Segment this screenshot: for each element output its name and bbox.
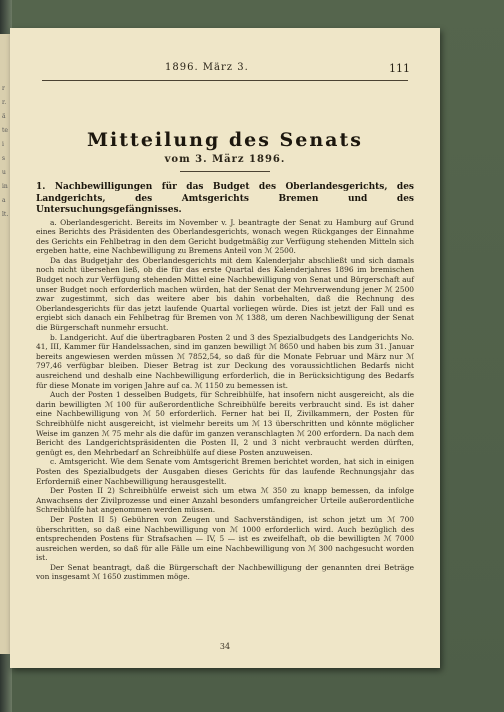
paragraph: a. Oberlandesgericht. Bereits im November v. J. beantragte der Senat zu Hamburg auf Grund eines Berichts des Präsidenten des Oberlandesgerichts, wonach wegen Rückganges der Einnahme des Gerichts ein Fehlbetrag in den dem Gericht budgetmäßig zur Verfügung stehenden Mitteln sich ergeben hatte, eine Nachbewilligung zu Bremens Anteil von ℳ 2500. bbox=[36, 217, 414, 256]
paragraph: Da das Budgetjahr des Oberlandesgerichts mit dem Kalenderjahr abschließt und sich damals noch nicht übersehen ließ, ob die für das erste Quartal des Kalenderjahres 1896 im bremischen Budget noch zur Verfügung stehenden Mittel eine Nachbewilligung von Senat und Bürgerschaft auf unser Budget noch erforderlich machen würden, hat der Senat der Mehrverwendung jener ℳ 2500 zwar zugestimmt, sich das weitere aber bis dahin vorbehalten, daß die Rechnung des Oberlandesgerichts für das jetzt laufende Quartal vorliegen würde. Dies ist jetzt der Fall und es ergiebt sich danach ein Fehlbetrag für Bremen von ℳ 1388, um deren Nachbewilligung der Senat die Bürgerschaft nunmehr ersucht. bbox=[36, 255, 414, 333]
document-title: Mitteilung des Senats bbox=[87, 129, 363, 151]
paragraph: Der Senat beantragt, daß die Bürgerschaft der Nachbewilligung der genannten drei Beträge von insgesamt ℳ 1650 zustimmen möge. bbox=[36, 562, 414, 582]
running-header bbox=[10, 62, 440, 76]
facing-page-fragment: r. bbox=[2, 99, 7, 106]
facing-page-fragment: in bbox=[2, 183, 8, 190]
section-heading: 1. Nachbewilligungen für das Budget des Oberlandesgerichts, des Landgerichts, des Amtsgerichts Bremen und des Untersuchungsgefängnisses. bbox=[36, 182, 414, 215]
paragraph: c. Amtsgericht. Wie dem Senate vom Amtsgericht Bremen berichtet worden, hat sich in einigen Posten des Spezialbudgets der Ausgaben dieses Gerichts für das laufende Rechnungsjahr das Erforderniß einer Nachbewilligung herausgestellt. bbox=[36, 457, 414, 486]
paragraph: b. Landgericht. Auf die übertragbaren Posten 2 und 3 des Spezialbudgets des Landgerichts No. 41, III, Kammer für Handelssachen, sind im ganzen bewilligt ℳ 8650 und haben bis zum 31. Januar bereits angewiesen werden müssen ℳ 7852,54, so daß für die Monate Februar und März nur ℳ 797,46 verfügbar bleiben. Dieser Betrag ist zur Deckung des voraussichtlichen Bedarfs nicht ausreichend und deshalb eine Nachbewilligung erforderlich, die in Berücksichtigung des Bedarfs für diese Monate im vorigen Jahre auf ca. ℳ 1150 zu bemessen ist. bbox=[36, 332, 414, 390]
document-body bbox=[36, 182, 414, 582]
paragraph: Der Posten II 2) Schreibhülfe erweist sich um etwa ℳ 350 zu knapp bemessen, da infolge Anwachsens der Zivilprozesse und einer Anzahl besonders umfangreicher Urteile außerordentliche Schreibhülfe hat angenommen werden müssen. bbox=[36, 486, 414, 515]
document-page bbox=[10, 28, 440, 668]
paragraph: Auch der Posten 1 desselben Budgets, für Schreibhülfe, hat insofern nicht ausgereicht, als die darin bewilligten ℳ 100 für außerordentliche Schreibhülfe bereits verbraucht sind. Es ist daher eine Nachbewilligung von ℳ 50 erforderlich. Ferner hat bei II, Zivilkammern, der Posten für Schreibhülfe nicht ausgereicht, ist vielmehr bereits um ℳ 13 überschritten und könnte möglicher Weise im ganzen ℳ 75 mehr als die dafür im ganzen veranschlagten ℳ 200 erfordern. Da nach dem Bericht des Landgerichtspräsidenten die Posten II, 2 und 3 nicht verbraucht werden dürften, genügt es, den Mehrbedarf an Schreibhülfe auf diese Posten anzuweisen. bbox=[36, 390, 414, 457]
facing-page-fragment: te bbox=[2, 127, 8, 134]
facing-page-fragment: lt. bbox=[2, 211, 9, 218]
facing-page-fragment: r bbox=[2, 85, 5, 92]
header-date: 1896. März 3. bbox=[165, 62, 249, 73]
facing-page-fragment: i bbox=[2, 141, 4, 148]
document-subtitle: vom 3. März 1896. bbox=[164, 154, 286, 165]
facing-page-fragment: a bbox=[2, 197, 6, 204]
facing-page-fragment: ä bbox=[2, 113, 6, 120]
facing-page-fragment: u bbox=[2, 169, 6, 176]
title-rule bbox=[180, 171, 270, 172]
page-number: 111 bbox=[389, 62, 410, 75]
facing-page-fragment: s bbox=[2, 155, 6, 162]
page-folio: 34 bbox=[219, 642, 231, 651]
header-rule bbox=[42, 80, 408, 81]
paragraph: Der Posten II 5) Gebühren von Zeugen und Sachverständigen, ist schon jetzt um ℳ 700 überschritten, so daß eine Nachbewilligung von ℳ 1000 erforderlich wird. Auch bezüglich des entsprechenden Postens für Strafsachen — IV, 5 — ist es zweifelhaft, ob die bewilligten ℳ 7000 ausreichen werden, so daß für alle Fälle um eine Nachbewilligung von ℳ 300 nachgesucht worden ist. bbox=[36, 514, 414, 563]
